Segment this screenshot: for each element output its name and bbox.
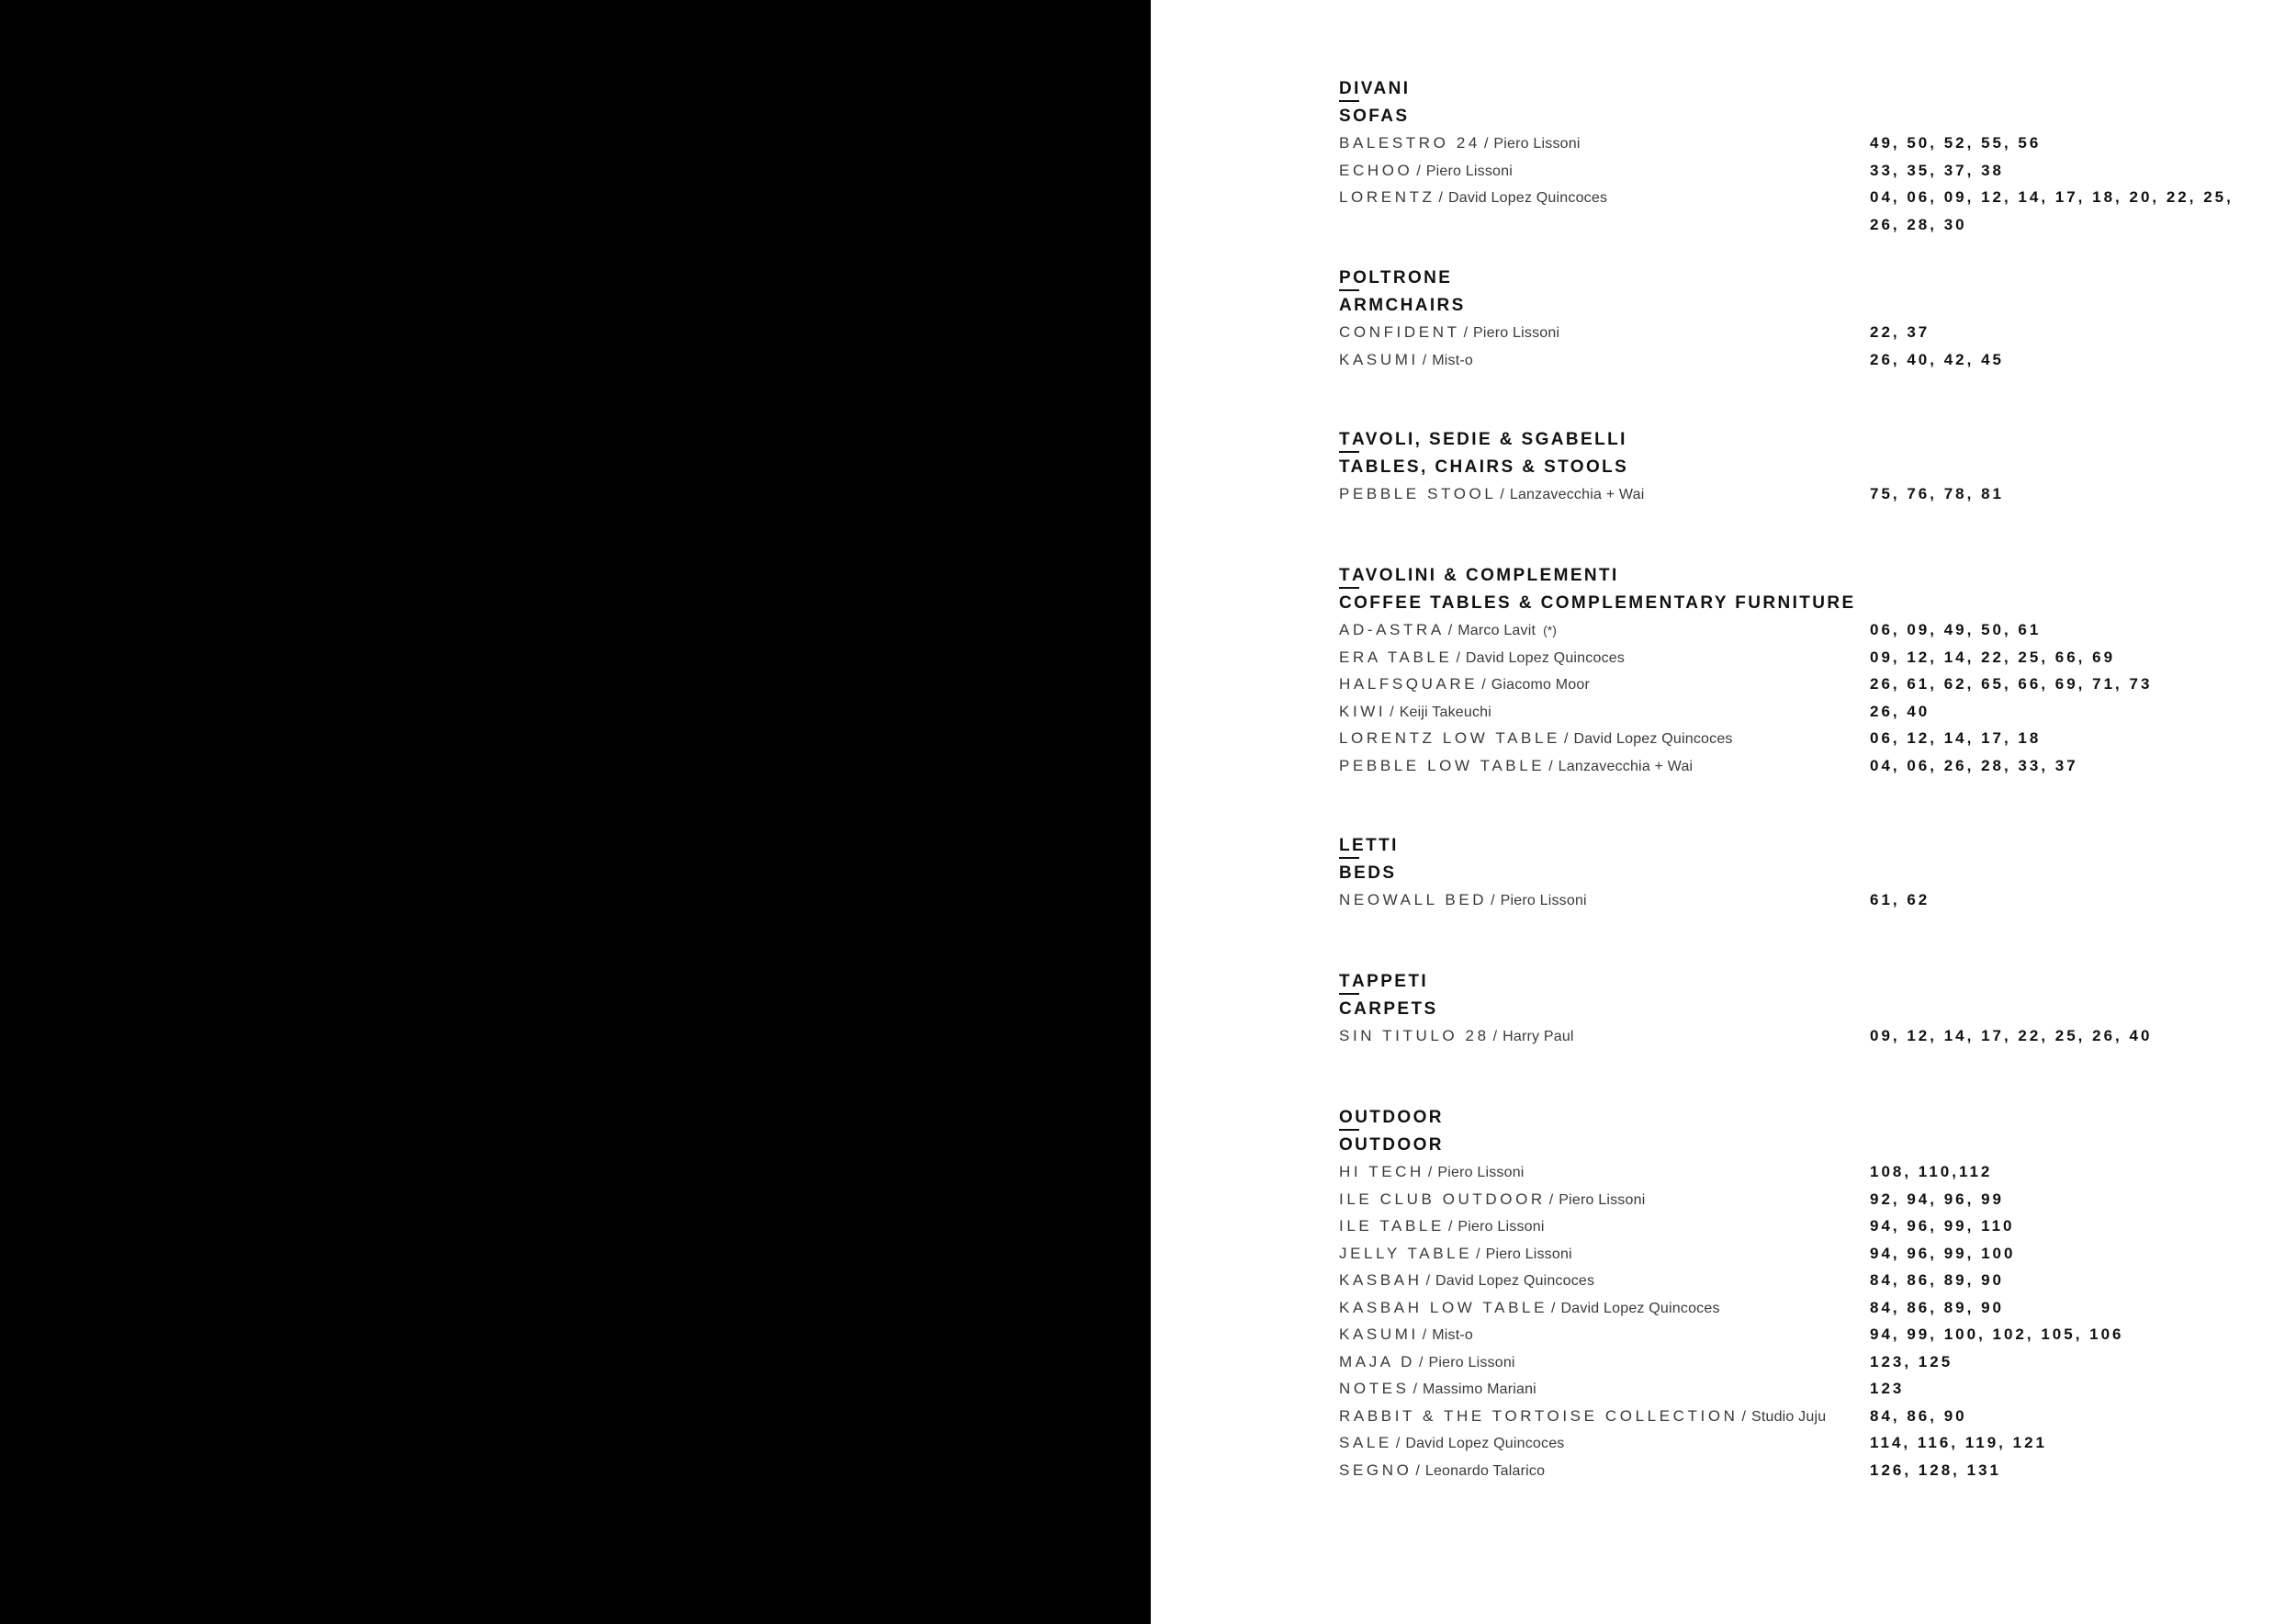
list-item <box>1339 1267 2267 1294</box>
product-name: KIWI <box>1339 702 1387 720</box>
list-item <box>1339 616 2267 644</box>
product-name: ILE TABLE <box>1339 1217 1445 1235</box>
designer-name: David Lopez Quincoces <box>1405 1436 1565 1451</box>
separator: / <box>1456 649 1460 666</box>
page-numbers: 26, 40 <box>1870 702 1930 720</box>
list-item <box>1339 1212 2267 1240</box>
separator: / <box>1548 1191 1554 1208</box>
product-name: ECHOO <box>1339 161 1413 179</box>
product-name: JELLY TABLE <box>1339 1244 1473 1262</box>
designer-name: David Lopez Quincoces <box>1560 1300 1720 1316</box>
designer-name: Piero Lissoni <box>1437 1165 1525 1180</box>
list-item <box>1339 346 2267 374</box>
section-title-it: LETTI <box>1339 832 2267 860</box>
section-tables-chairs-stools <box>1339 426 2267 562</box>
designer-name: David Lopez Quincoces <box>1435 1273 1595 1289</box>
page-numbers: 123 <box>1870 1380 1905 1397</box>
list-item <box>1339 1429 2267 1457</box>
designer-name: Piero Lissoni <box>1559 1191 1646 1208</box>
product-name: KASBAH LOW TABLE <box>1339 1298 1548 1316</box>
list-item <box>1339 1375 2267 1403</box>
page-numbers: 61, 62 <box>1870 891 1930 908</box>
separator: / <box>1548 758 1553 774</box>
product-name: NOTES <box>1339 1380 1410 1397</box>
section-title-en: TABLES, CHAIRS & STOOLS <box>1339 457 1629 477</box>
separator: / <box>1419 1354 1424 1370</box>
product-name: ILE CLUB OUTDOOR <box>1339 1190 1546 1208</box>
section-sofas <box>1339 75 2267 265</box>
separator: / <box>1492 1029 1498 1044</box>
section-title-it: DIVANI <box>1339 75 2267 103</box>
list-item <box>1339 1186 2267 1213</box>
page-numbers: 94, 96, 99, 100 <box>1870 1244 2016 1262</box>
section-coffee-tables <box>1339 562 2267 832</box>
page-numbers: 04, 06, 26, 28, 33, 37 <box>1870 756 2078 774</box>
product-name: NEOWALL BED <box>1339 891 1488 908</box>
separator: / <box>1481 677 1486 693</box>
product-index <box>1339 75 2267 1490</box>
section-title-en: BEDS <box>1339 863 1397 883</box>
list-item <box>1339 157 2267 185</box>
list-item <box>1339 886 2267 914</box>
section-title-en: COFFEE TABLES & COMPLEMENTARY FURNITURE <box>1339 592 1856 613</box>
list-item <box>1339 1294 2267 1322</box>
page-numbers: 94, 99, 100, 102, 105, 106 <box>1870 1325 2124 1343</box>
section-title-it: OUTDOOR <box>1339 1104 2267 1132</box>
list-item <box>1339 1158 2267 1186</box>
section-title-it: TAVOLI, SEDIE & SGABELLI <box>1339 426 2267 454</box>
page-numbers: 84, 86, 89, 90 <box>1870 1271 2004 1289</box>
designer-name: David Lopez Quincoces <box>1465 649 1626 666</box>
list-item <box>1339 725 2267 752</box>
designer-name: David Lopez Quincoces <box>1573 731 1733 747</box>
product-name: CONFIDENT <box>1339 323 1460 341</box>
separator: / <box>1564 731 1569 747</box>
designer-name: Lanzavecchia + Wai <box>1509 487 1645 502</box>
list-item <box>1339 1022 2267 1050</box>
separator: / <box>1422 352 1427 368</box>
product-name: HALFSQUARE <box>1339 675 1479 693</box>
page-numbers: 06, 12, 14, 17, 18 <box>1870 729 2042 747</box>
section-outdoor <box>1339 1104 2267 1490</box>
separator: / <box>1491 893 1495 908</box>
designer-name: Piero Lissoni <box>1500 893 1587 908</box>
section-title-it: POLTRONE <box>1339 265 2267 292</box>
page-numbers: 126, 128, 131 <box>1870 1460 2001 1479</box>
separator: / <box>1463 325 1469 341</box>
product-name: SEGNO <box>1339 1460 1412 1479</box>
section-title-en: ARMCHAIRS <box>1339 295 1466 315</box>
designer-name: Leonardo Talarico <box>1424 1462 1546 1479</box>
product-name: RABBIT & THE TORTOISE COLLECTION <box>1339 1406 1739 1425</box>
separator: / <box>1438 190 1443 206</box>
list-item <box>1339 698 2267 726</box>
section-title-it: TAPPETI <box>1339 968 2267 996</box>
designer-name: David Lopez Quincoces <box>1448 190 1608 206</box>
page-numbers: 84, 86, 89, 90 <box>1870 1298 2004 1316</box>
product-name: BALESTRO 24 <box>1339 134 1480 152</box>
separator: / <box>1390 704 1394 720</box>
product-name: LORENTZ LOW TABLE <box>1339 729 1560 747</box>
page-numbers: 114, 116, 119, 121 <box>1870 1434 2047 1451</box>
designer-name: Piero Lissoni <box>1425 163 1513 179</box>
list-item <box>1339 1240 2267 1268</box>
product-name: SALE <box>1339 1434 1392 1451</box>
product-name: KASBAH <box>1339 1271 1423 1289</box>
designer-name: Piero Lissoni <box>1458 1219 1545 1235</box>
separator: / <box>1425 1273 1431 1289</box>
page-numbers: 123, 125 <box>1870 1352 1953 1370</box>
page-numbers: 09, 12, 14, 22, 25, 66, 69 <box>1870 648 2116 666</box>
section-title-en: SOFAS <box>1339 106 1410 126</box>
designer-name: Mist-o <box>1432 352 1473 368</box>
list-item <box>1339 1403 2267 1430</box>
list-item <box>1339 1457 2267 1484</box>
page-numbers: 94, 96, 99, 110 <box>1870 1217 2015 1235</box>
section-carpets <box>1339 968 2267 1104</box>
page-numbers: 84, 86, 90 <box>1870 1406 1967 1425</box>
separator: / <box>1476 1246 1480 1262</box>
product-name: SIN TITULO 28 <box>1339 1027 1490 1044</box>
section-armchairs <box>1339 265 2267 426</box>
page-numbers: 22, 37 <box>1870 323 1930 341</box>
designer-name: Keiji Takeuchi <box>1399 704 1492 720</box>
product-name: PEBBLE LOW TABLE <box>1339 756 1546 774</box>
designer-name: Piero Lissoni <box>1473 325 1560 341</box>
separator: / <box>1416 163 1421 179</box>
page-numbers: 33, 35, 37, 38 <box>1870 161 2004 179</box>
page-numbers: 09, 12, 14, 17, 22, 25, 26, 40 <box>1870 1027 2153 1044</box>
section-title-it: TAVOLINI & COMPLEMENTI <box>1339 562 2267 590</box>
list-item <box>1339 671 2267 698</box>
separator: / <box>1500 487 1504 502</box>
product-name: MAJA D <box>1339 1352 1416 1370</box>
designer-name: Piero Lissoni <box>1485 1246 1572 1262</box>
list-item <box>1339 480 2267 508</box>
list-item <box>1339 1321 2267 1348</box>
page-numbers: 26, 61, 62, 65, 66, 69, 71, 73 <box>1870 675 2153 693</box>
separator: / <box>1395 1436 1401 1451</box>
separator: / <box>1412 1382 1418 1397</box>
designer-name: Piero Lissoni <box>1428 1354 1515 1370</box>
designer-name: Harry Paul <box>1503 1029 1574 1044</box>
list-item <box>1339 1348 2267 1376</box>
footnote-marker: (*) <box>1543 623 1557 637</box>
section-beds <box>1339 832 2267 968</box>
product-name: AD-ASTRA <box>1339 621 1445 638</box>
designer-name: Lanzavecchia + Wai <box>1558 758 1694 774</box>
separator: / <box>1422 1327 1427 1343</box>
page-numbers: 92, 94, 96, 99 <box>1870 1190 2004 1208</box>
separator: / <box>1551 1300 1556 1316</box>
designer-name: Massimo Mariani <box>1423 1382 1536 1397</box>
designer-name: Giacomo Moor <box>1491 677 1591 693</box>
list-item <box>1339 319 2267 346</box>
page-numbers: 04, 06, 09, 12, 14, 17, 18, 20, 22, 25, 26, 28, 30 <box>1870 188 2234 233</box>
designer-name: Mist-o <box>1432 1327 1473 1343</box>
list-item <box>1339 130 2267 157</box>
product-name: KASUMI <box>1339 350 1419 368</box>
section-title-en: OUTDOOR <box>1339 1134 1444 1155</box>
product-name: LORENTZ <box>1339 188 1435 206</box>
page-numbers: 108, 110,112 <box>1870 1163 1993 1180</box>
separator: / <box>1415 1462 1420 1479</box>
separator: / <box>1447 623 1453 638</box>
product-name: HI TECH <box>1339 1163 1424 1180</box>
designer-name: Marco Lavit <box>1458 623 1536 638</box>
designer-name: Piero Lissoni <box>1493 136 1581 152</box>
page-numbers: 75, 76, 78, 81 <box>1870 485 2004 502</box>
product-name: KASUMI <box>1339 1325 1419 1343</box>
page-numbers: 26, 40, 42, 45 <box>1870 350 2004 368</box>
page-numbers: 06, 09, 49, 50, 61 <box>1870 621 2042 638</box>
separator: / <box>1427 1165 1433 1180</box>
separator: / <box>1447 1219 1453 1235</box>
list-item <box>1339 752 2267 780</box>
list-item <box>1339 644 2267 671</box>
designer-name: Studio Juju <box>1750 1408 1827 1425</box>
section-title-en: CARPETS <box>1339 998 1438 1019</box>
separator: / <box>1741 1408 1746 1425</box>
product-name: ERA TABLE <box>1339 648 1453 666</box>
separator: / <box>1483 136 1489 152</box>
list-item <box>1339 184 2267 238</box>
page-numbers: 49, 50, 52, 55, 56 <box>1870 134 2042 152</box>
product-name: PEBBLE STOOL <box>1339 485 1497 502</box>
